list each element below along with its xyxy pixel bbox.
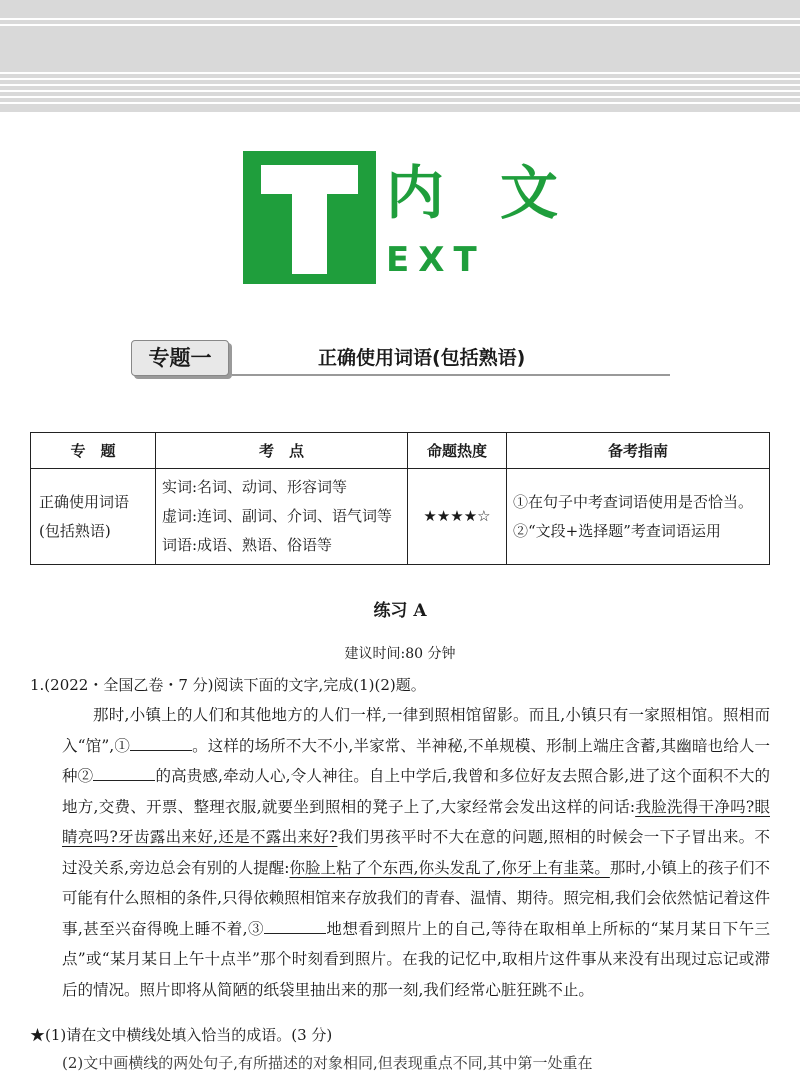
underlined-sentence-1: 我脸洗得干净吗?眼睛亮吗?牙齿露出来好,还是不露出来好?: [62, 797, 770, 846]
cell-heat-stars: ★★★★☆: [408, 469, 507, 565]
cut-off-text: (2)文中画横线的两处句子,有所描述的对象相同,但表现重点不同,其中第一处重在: [62, 1054, 593, 1072]
topic-underline: [232, 374, 670, 376]
blank-1[interactable]: [130, 732, 192, 751]
cell-topic: 正确使用词语(包括熟语): [31, 469, 156, 565]
section-title-cn: 内文: [386, 159, 615, 227]
cell-guide: [507, 469, 770, 565]
header-stripe: [0, 24, 800, 26]
table-row: [31, 469, 770, 565]
header-stripe: [0, 90, 800, 92]
header-stripe: [0, 102, 800, 104]
point-line: 实词:名词、动词、形容词等: [162, 478, 348, 496]
exam-guide-table: [30, 432, 770, 565]
reading-passage: [62, 700, 770, 1005]
blank-3[interactable]: [264, 915, 326, 934]
guide-line: ②“文段+选择题”考查词语运用: [513, 521, 721, 540]
topic-title: 正确使用词语(包括熟语): [318, 347, 526, 369]
header-topic: 专 题: [31, 433, 156, 469]
header-heat: 命题热度: [408, 433, 507, 469]
text-logo-mark: [243, 151, 376, 284]
passage-paragraph: 那时,小镇上的人们和其他地方的人们一样,一律到照相馆留影。而且,小镇只有一家照相馆。照相而入“馆”,① 。这样的场所不大不小,半家常、半神秘,不单规模、形制上端庄含蓄,其幽暗也给人一种② 的高贵感,牵动人心,令人神往。自上中学后,我曾和多位好友去照合影,进了这个面积不大的地方,交费、开票、整理衣服,就要坐到照相的凳子上了,大家经常会发出这样的问话:我脸洗得干净吗?眼睛亮吗?牙齿露出来好,还是不露出来好?我们男孩平时不大在意的问题,照相的时候会一下子冒出来。不过没关系,旁边总会有别的人提醒:你脸上粘了个东西,你头发乱了,你牙上有韭菜。那时,小镇上的孩子们不可能有什么照相的条件,只得依赖照相馆来存放我们的青春、温情、期待。照完相,我们会依然惦记着这件事,甚至兴奋得晚上睡不着,③ 地想看到照片上的自己,等待在取相单上所标的“某月某日下午三点”或“某月某日上午十点半”那个时刻看到照片。在我的记忆中,取相片这件事从来没有出现过忘记或滞后的情况。照片即将从简陋的纸袋里抽出来的那一刻,我们经常心脏狂跳不止。: [62, 706, 771, 999]
table-header-row: [31, 433, 770, 469]
section-title-en: EXT: [386, 240, 486, 280]
exercise-title: 练习 A: [373, 601, 427, 621]
header-stripe: [0, 96, 800, 98]
topic-tag: 专题一: [131, 340, 229, 376]
cell-points: [156, 469, 408, 565]
header-stripe: [0, 84, 800, 86]
sub-question-1: ★(1)请在文中横线处填入恰当的成语。(3 分): [30, 1026, 333, 1044]
guide-line: ①在句子中考查词语使用是否恰当。: [513, 492, 754, 511]
underlined-sentence-2: 你脸上粘了个东西,你头发乱了,你牙上有韭菜。: [289, 858, 610, 877]
header-band: [0, 0, 800, 112]
header-guide: 备考指南: [507, 433, 770, 469]
question-heading: 1.(2022・全国乙卷・7 分)阅读下面的文字,完成(1)(2)题。: [30, 676, 426, 694]
blank-2[interactable]: [93, 762, 155, 781]
point-line: 词语:成语、熟语、俗语等: [162, 536, 333, 554]
header-points: 考 点: [156, 433, 408, 469]
header-stripe: [0, 78, 800, 80]
suggested-time: 建议时间:80 分钟: [344, 646, 456, 662]
header-stripe: [0, 18, 800, 20]
point-line: 虚词:连词、副词、介词、语气词等: [162, 507, 393, 525]
header-stripe: [0, 72, 800, 74]
